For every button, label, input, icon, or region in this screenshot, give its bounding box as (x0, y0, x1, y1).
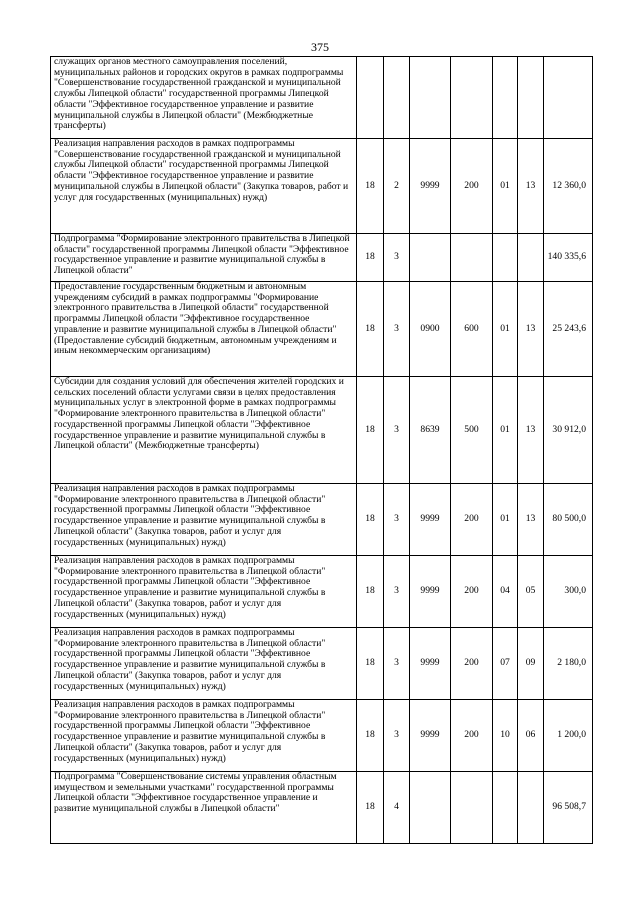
row-code-admin: 18 (357, 139, 384, 234)
row-code-expense-type: 200 (451, 556, 493, 628)
row-code-section (493, 57, 518, 139)
row-code-section (493, 772, 518, 844)
row-code-subprogram: 4 (384, 772, 410, 844)
row-description: служащих органов местного самоуправления поселений, муниципальных районов и городских округов в рамках подпрограммы "Совершенствование государственной гражданской и муниципальной службы Липецкой области" государственной программы Липецкой области "Эффективное государственное управление и развитие муниципальной службы в Липецкой области" (Межбюджетные трансферты) (51, 57, 357, 139)
row-code-target: 9999 (410, 484, 451, 556)
table-row (51, 628, 593, 700)
row-amount: 30 912,0 (544, 377, 593, 484)
row-code-section: 01 (493, 484, 518, 556)
row-description: Реализация направления расходов в рамках подпрограммы "Формирование электронного правительства в Липецкой области" государственной программы Липецкой области "Эффективное государственное управление и развитие муниципальной службы в Липецкой области" (Закупка товаров, работ и услуг для государственных (муниципальных) нужд) (51, 484, 357, 556)
row-description: Предоставление государственным бюджетным и автономным учреждениям субсидий в рамках подпрограммы "Формирование электронного правительства в Липецкой области" государственной программы Липецкой области "Эффективное государственное управление и развитие муниципальной службы в Липецкой области" (Предоставление субсидий бюджетным, автономным учреждениям и иным некоммерческим организациям) (51, 282, 357, 377)
row-code-subprogram: 3 (384, 234, 410, 282)
row-code-subsection: 13 (518, 484, 544, 556)
row-code-expense-type: 600 (451, 282, 493, 377)
row-code-subprogram: 3 (384, 484, 410, 556)
row-code-subsection (518, 57, 544, 139)
table-row (51, 57, 593, 139)
row-code-admin: 18 (357, 772, 384, 844)
row-code-subprogram: 3 (384, 556, 410, 628)
row-code-target (410, 772, 451, 844)
row-amount: 96 508,7 (544, 772, 593, 844)
table-row (51, 282, 593, 377)
row-code-target: 0900 (410, 282, 451, 377)
table-row (51, 700, 593, 772)
table-row (51, 377, 593, 484)
row-code-admin: 18 (357, 484, 384, 556)
row-description: Подпрограмма "Формирование электронного правительства в Липецкой области" государственной программы Липецкой области "Эффективное государственное управление и развитие муниципальной службы в Липецкой области" (51, 234, 357, 282)
row-code-admin: 18 (357, 556, 384, 628)
row-code-subprogram: 3 (384, 628, 410, 700)
row-code-admin: 18 (357, 700, 384, 772)
row-amount: 25 243,6 (544, 282, 593, 377)
row-code-subsection: 09 (518, 628, 544, 700)
row-code-subsection: 06 (518, 700, 544, 772)
row-code-subprogram: 3 (384, 700, 410, 772)
row-code-target (410, 234, 451, 282)
row-code-expense-type: 500 (451, 377, 493, 484)
row-description: Реализация направления расходов в рамках подпрограммы "Формирование электронного правительства в Липецкой области" государственной программы Липецкой области "Эффективное государственное управление и развитие муниципальной службы в Липецкой области" (Закупка товаров, работ и услуг для государственных (муниципальных) нужд) (51, 700, 357, 772)
row-code-expense-type: 200 (451, 139, 493, 234)
row-code-target: 9999 (410, 700, 451, 772)
row-code-section: 10 (493, 700, 518, 772)
row-code-subprogram: 3 (384, 282, 410, 377)
row-description: Реализация направления расходов в рамках подпрограммы "Формирование электронного правительства в Липецкой области" государственной программы Липецкой области "Эффективное государственное управление и развитие муниципальной службы в Липецкой области" (Закупка товаров, работ и услуг для государственных (муниципальных) нужд) (51, 556, 357, 628)
row-code-admin: 18 (357, 628, 384, 700)
row-description: Подпрограмма "Совершенствование системы управления областным имуществом и земельными участками" государственной программы Липецкой области "Эффективное государственное управление и развитие муниципальной службы в Липецкой области" (51, 772, 357, 844)
table-row (51, 556, 593, 628)
row-amount (544, 57, 593, 139)
row-code-expense-type: 200 (451, 484, 493, 556)
row-code-section: 04 (493, 556, 518, 628)
row-code-section: 01 (493, 139, 518, 234)
row-code-subsection: 05 (518, 556, 544, 628)
row-code-target: 9999 (410, 556, 451, 628)
row-code-admin: 18 (357, 377, 384, 484)
row-code-expense-type (451, 57, 493, 139)
row-code-target: 9999 (410, 628, 451, 700)
page-number: 375 (311, 40, 329, 54)
budget-table (50, 56, 593, 844)
row-code-subprogram: 3 (384, 377, 410, 484)
row-code-subsection (518, 772, 544, 844)
row-code-subsection: 13 (518, 139, 544, 234)
row-amount: 300,0 (544, 556, 593, 628)
row-code-target (410, 57, 451, 139)
table-row (51, 234, 593, 282)
row-code-admin: 18 (357, 234, 384, 282)
row-code-admin: 18 (357, 282, 384, 377)
row-code-subsection: 13 (518, 282, 544, 377)
table-row (51, 484, 593, 556)
row-description: Субсидии для создания условий для обеспечения жителей городских и сельских поселений области услугами связи в целях предоставления муниципальных услуг в электронной форме в рамках подпрограммы "Формирование электронного правительства в Липецкой области" государственной программы Липецкой области "Эффективное государственное управление и развитие муниципальной службы в Липецкой области" (Межбюджетные трансферты) (51, 377, 357, 484)
row-code-section: 07 (493, 628, 518, 700)
row-code-section: 01 (493, 282, 518, 377)
row-code-subprogram: 2 (384, 139, 410, 234)
row-code-expense-type (451, 234, 493, 282)
row-description: Реализация направления расходов в рамках подпрограммы "Формирование электронного правительства в Липецкой области" государственной программы Липецкой области "Эффективное государственное управление и развитие муниципальной службы в Липецкой области" (Закупка товаров, работ и услуг для государственных (муниципальных) нужд) (51, 628, 357, 700)
row-code-subsection: 13 (518, 377, 544, 484)
row-code-section (493, 234, 518, 282)
row-code-expense-type (451, 772, 493, 844)
row-code-section: 01 (493, 377, 518, 484)
table-body (51, 57, 593, 844)
row-code-subprogram (384, 57, 410, 139)
row-code-admin (357, 57, 384, 139)
row-code-target: 9999 (410, 139, 451, 234)
row-amount: 80 500,0 (544, 484, 593, 556)
row-amount: 1 200,0 (544, 700, 593, 772)
row-code-expense-type: 200 (451, 628, 493, 700)
row-amount: 12 360,0 (544, 139, 593, 234)
row-description: Реализация направления расходов в рамках подпрограммы "Совершенствование государственной гражданской и муниципальной службы Липецкой области" государственной программы Липецкой области "Эффективное государственное управление и развитие муниципальной службы в Липецкой области" (Закупка товаров, работ и услуг для государственных (муниципальных) нужд) (51, 139, 357, 234)
row-code-expense-type: 200 (451, 700, 493, 772)
row-code-target: 8639 (410, 377, 451, 484)
table-row (51, 139, 593, 234)
row-code-subsection (518, 234, 544, 282)
table-row (51, 772, 593, 844)
row-amount: 140 335,6 (544, 234, 593, 282)
row-amount: 2 180,0 (544, 628, 593, 700)
